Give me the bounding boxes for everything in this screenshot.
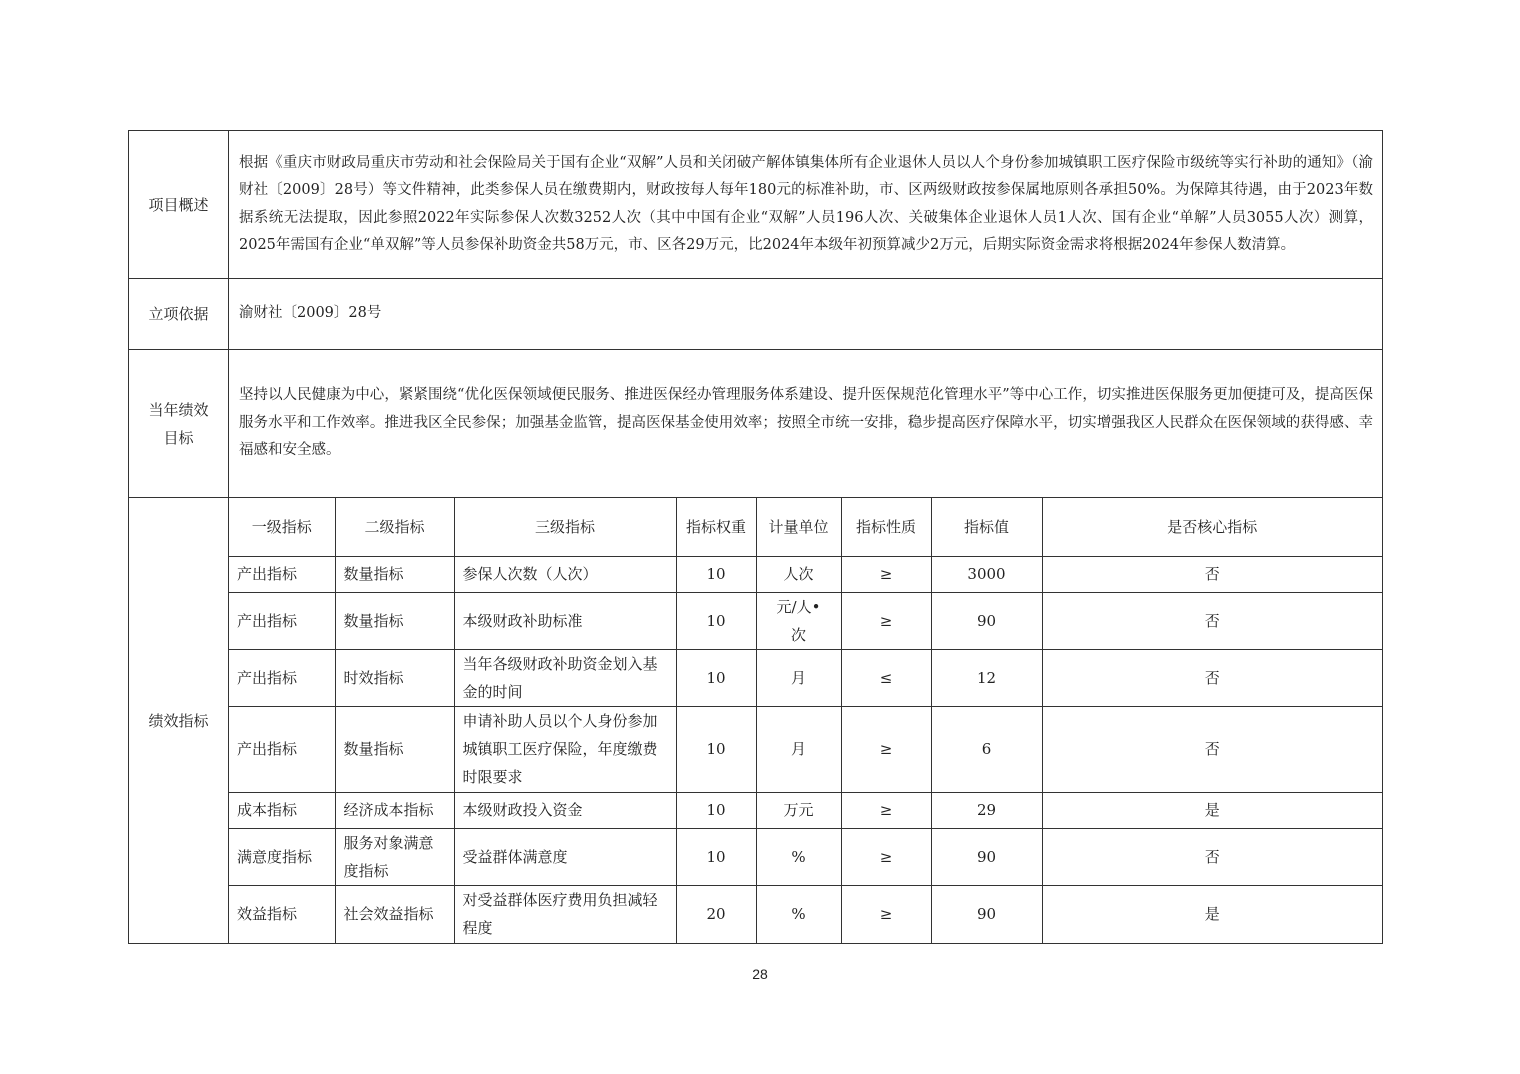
project-table <box>128 130 1383 944</box>
table-row <box>229 885 1382 943</box>
goal-text: 坚持以人民健康为中心，紧紧围绕“优化医保领域便民服务、推进医保经办管理服务体系建设、提升医保规范化管理水平”等中心工作，切实推进医保服务更加便捷可及，提高医保服务水平和工作效率。推进我区全民参保；加强基金监管，提高医保基金使用效率；按照全市统一安排，稳步提高医疗保障水平，切实增强我区人民群众在医保领域的获得感、幸福感和安全感。 <box>229 350 1383 498</box>
header-nature: 指标性质 <box>841 498 931 556</box>
cell-nature: ≥ <box>841 885 931 943</box>
basis-label: 立项依据 <box>129 279 229 350</box>
cell-core: 否 <box>1042 556 1382 592</box>
indicators-cell <box>229 498 1383 944</box>
cell-unit: 月 <box>756 706 841 792</box>
header-level1: 一级指标 <box>229 498 335 556</box>
cell-core: 否 <box>1042 592 1382 649</box>
cell-level1: 产出指标 <box>229 649 335 706</box>
table-row <box>229 706 1382 792</box>
cell-nature: ≥ <box>841 592 931 649</box>
cell-weight: 10 <box>676 556 756 592</box>
cell-unit: 人次 <box>756 556 841 592</box>
cell-nature: ≥ <box>841 792 931 828</box>
goal-label-line1: 当年绩效 <box>148 400 209 419</box>
cell-unit: 元/人•次 <box>756 592 841 649</box>
cell-weight: 10 <box>676 828 756 885</box>
table-row <box>229 592 1382 649</box>
cell-nature: ≥ <box>841 706 931 792</box>
cell-weight: 20 <box>676 885 756 943</box>
cell-level3: 本级财政补助标准 <box>454 592 676 649</box>
table-row <box>229 828 1382 885</box>
header-level3: 三级指标 <box>454 498 676 556</box>
table-row <box>229 649 1382 706</box>
overview-label: 项目概述 <box>129 131 229 279</box>
cell-level1: 产出指标 <box>229 592 335 649</box>
cell-unit: % <box>756 828 841 885</box>
header-core: 是否核心指标 <box>1042 498 1382 556</box>
cell-level3: 申请补助人员以个人身份参加城镇职工医疗保险，年度缴费时限要求 <box>454 706 676 792</box>
cell-weight: 10 <box>676 792 756 828</box>
cell-level2: 时效指标 <box>335 649 454 706</box>
cell-core: 否 <box>1042 828 1382 885</box>
cell-level3: 当年各级财政补助资金划入基金的时间 <box>454 649 676 706</box>
header-row <box>229 498 1382 556</box>
cell-value: 6 <box>931 706 1042 792</box>
cell-level2: 服务对象满意度指标 <box>335 828 454 885</box>
table-row <box>229 792 1382 828</box>
cell-unit: 万元 <box>756 792 841 828</box>
cell-level1: 成本指标 <box>229 792 335 828</box>
cell-core: 是 <box>1042 792 1382 828</box>
cell-weight: 10 <box>676 649 756 706</box>
cell-value: 90 <box>931 592 1042 649</box>
cell-level2: 数量指标 <box>335 706 454 792</box>
cell-weight: 10 <box>676 706 756 792</box>
header-unit: 计量单位 <box>756 498 841 556</box>
cell-level1: 产出指标 <box>229 706 335 792</box>
cell-level3: 本级财政投入资金 <box>454 792 676 828</box>
cell-nature: ≥ <box>841 828 931 885</box>
goal-label <box>129 350 229 498</box>
cell-value: 90 <box>931 885 1042 943</box>
cell-level2: 经济成本指标 <box>335 792 454 828</box>
cell-value: 29 <box>931 792 1042 828</box>
cell-level3: 参保人次数（人次） <box>454 556 676 592</box>
header-level2: 二级指标 <box>335 498 454 556</box>
cell-value: 3000 <box>931 556 1042 592</box>
cell-level2: 数量指标 <box>335 556 454 592</box>
cell-weight: 10 <box>676 592 756 649</box>
cell-core: 否 <box>1042 706 1382 792</box>
cell-nature: ≥ <box>841 556 931 592</box>
table-row <box>229 556 1382 592</box>
cell-level1: 满意度指标 <box>229 828 335 885</box>
cell-level3: 对受益群体医疗费用负担减轻程度 <box>454 885 676 943</box>
cell-level1: 效益指标 <box>229 885 335 943</box>
cell-unit: 月 <box>756 649 841 706</box>
cell-level1: 产出指标 <box>229 556 335 592</box>
goal-label-line2: 目标 <box>163 428 194 447</box>
cell-level3: 受益群体满意度 <box>454 828 676 885</box>
overview-text: 根据《重庆市财政局重庆市劳动和社会保险局关于国有企业“双解”人员和关闭破产解体镇集体所有企业退休人员以人个身份参加城镇职工医疗保险市级统等实行补助的通知》（渝财社〔2009〕28号）等文件精神，此类参保人员在缴费期内，财政按每人每年180元的标准补助，市、区两级财政按参保属地原则各承担50%。为保障其待遇，由于2023年数据系统无法提取，因此参照2022年实际参保人次数3252人次（其中中国有企业“双解”人员196人次、关破集体企业退休人员1人次、国有企业“单解”人员3055人次）测算，2025年需国有企业“单双解”等人员参保补助资金共58万元，市、区各29万元，比2024年本级年初预算减少2万元，后期实际资金需求将根据2024年参保人数清算。 <box>229 131 1383 279</box>
cell-level2: 社会效益指标 <box>335 885 454 943</box>
cell-nature: ≤ <box>841 649 931 706</box>
header-weight: 指标权重 <box>676 498 756 556</box>
cell-value: 90 <box>931 828 1042 885</box>
cell-unit: % <box>756 885 841 943</box>
indicators-label: 绩效指标 <box>129 498 229 944</box>
cell-value: 12 <box>931 649 1042 706</box>
cell-level2: 数量指标 <box>335 592 454 649</box>
indicators-table <box>229 498 1382 943</box>
cell-core: 是 <box>1042 885 1382 943</box>
basis-text: 渝财社〔2009〕28号 <box>229 279 1383 350</box>
header-value: 指标值 <box>931 498 1042 556</box>
cell-core: 否 <box>1042 649 1382 706</box>
page-number: 28 <box>752 966 768 982</box>
